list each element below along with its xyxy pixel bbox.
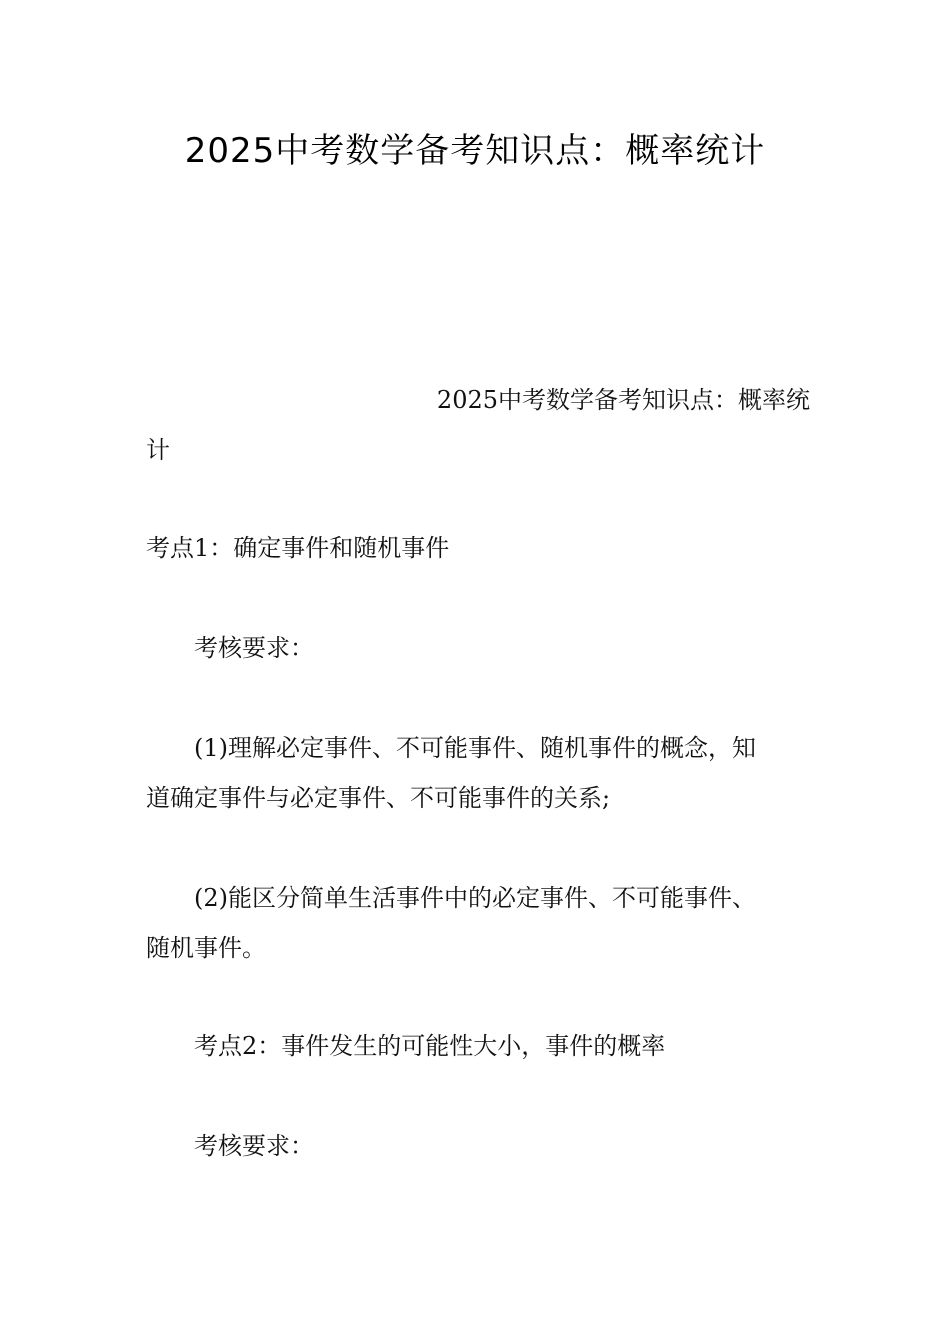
section-1-requirements-label: 考核要求： [194, 634, 314, 662]
subtitle-line-1: 2025中考数学备考知识点：概率统 [436, 386, 810, 414]
document-title: 2025中考数学备考知识点：概率统计 [184, 131, 766, 171]
section-1-item-2-line-1: (2)能区分简单生活事件中的必定事件、不可能事件、 [194, 884, 756, 912]
section-2-heading: 考点2：事件发生的可能性大小，事件的概率 [194, 1032, 666, 1060]
section-1-item-2-line-2: 随机事件。 [146, 934, 266, 962]
section-1-item-1-line-1: (1)理解必定事件、不可能事件、随机事件的概念，知 [194, 734, 756, 762]
subtitle-line-2: 计 [146, 436, 170, 464]
section-2-requirements-label: 考核要求： [194, 1132, 314, 1160]
section-1-heading: 考点1：确定事件和随机事件 [146, 534, 450, 562]
section-1-item-1-line-2: 道确定事件与必定事件、不可能事件的关系; [146, 784, 611, 812]
